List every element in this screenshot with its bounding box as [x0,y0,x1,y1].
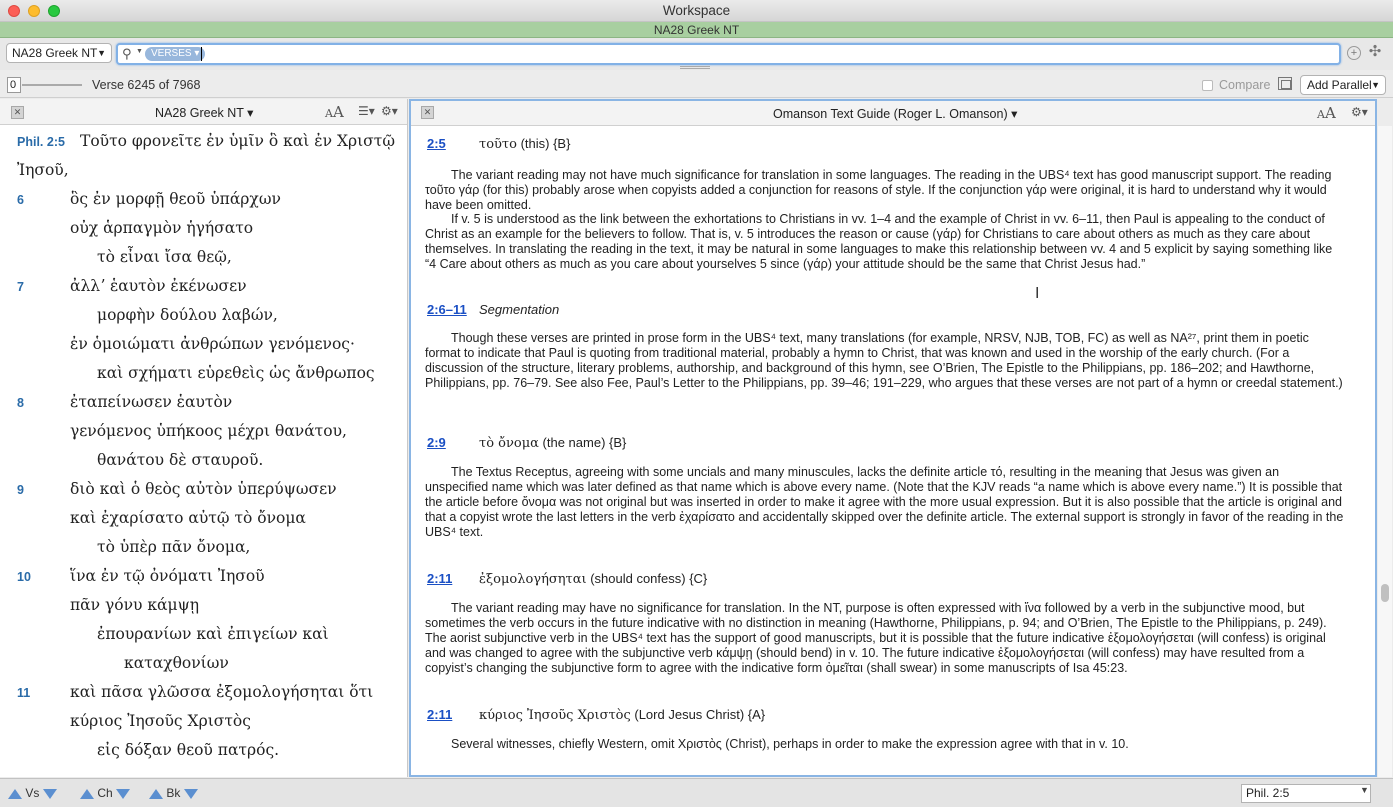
entry-paragraph: The variant reading may have no significance for translation. In the NT, purpose is often expressed with ἵνα followed by a verb in the subjunctive mood, but sometimes the verb occurs in the future indicative with no distinction in meaning (Hawthorne, Philippians, p. 94; and O’Brien, The Epistle to the Philippians, p. 249). The aorist subjunctive verb in the UBS⁴ text has the support of good manuscripts, but it is possible that the future indicative ἐξομολογήσεται (will confess) is original and was changed to agree with the subjunctive verb κάμψῃ (should bend) in v. 10. The future indicative ἐξομολογήσεται (will confess) may have resulted from a copyist’s changing the subjunctive form to agree with the indicative form ὀμεῖται (shall swear) in some manuscripts of Isa 45:23. [425,601,1327,675]
close-panel-icon[interactable]: ✕ [11,106,24,119]
greek-line: μορφὴν δούλου λαβών, [97,306,278,324]
book-nav-label: Bk [166,786,181,800]
greek-line: οὐχ ἁρπαγμὸν ἡγήσατο [70,219,254,237]
right-panel-header [411,101,1375,126]
resource-select-label: NA28 Greek NT [12,46,98,60]
entry-reference-link[interactable]: 2:6–11 [427,302,467,317]
entry-paragraph: Several witnesses, chiefly Western, omit Χριστὸς (Christ), perhaps in order to make the expression agree with that in v. 10. [451,737,1129,751]
left-panel-title[interactable]: NA28 Greek NT ▾ [155,106,254,120]
previous-book-icon[interactable] [149,789,163,799]
text-guide-panel [409,99,1377,777]
greek-line: γενόμενος ὑπήκοος μέχρι θανάτου, [70,422,347,440]
verse-number[interactable]: 9 [17,483,24,497]
text-size-icon[interactable]: AA [1317,104,1336,122]
verse-count-label: Verse 6245 of 7968 [92,78,201,92]
verse-status-row [0,72,1393,98]
entry-reference-link[interactable]: 2:11 [427,571,453,586]
greek-line: καταχθονίων [124,654,229,672]
search-scope-label: VERSES [151,48,192,59]
greek-line: ὃς ἐν μορφῇ θεοῦ ὑπάρχων [70,190,281,208]
resource-select[interactable] [6,43,112,63]
compare-checkbox[interactable] [1202,80,1213,91]
splitter-grip[interactable] [680,66,710,69]
text-cursor [201,47,202,61]
vertical-scrollbar[interactable] [1378,126,1392,777]
search-scope-pill[interactable]: VERSES ▾ [145,47,205,61]
chevron-down-icon: ▼ [97,48,106,58]
puzzle-icon[interactable]: ✣ [1368,43,1382,60]
verse-nav [8,786,57,800]
greek-line: ἐπουρανίων καὶ ἐπιγείων καὶ [97,625,329,643]
left-panel-title-label: NA28 Greek NT [155,106,244,120]
scrollbar-thumb[interactable] [1381,584,1389,602]
entry-heading: τοῦτο (this) {B} [479,136,571,152]
verse-number[interactable]: 8 [17,396,24,410]
search-input[interactable] [116,43,1341,65]
text-cursor-icon: I [1035,285,1040,302]
greek-line: διὸ καὶ ὁ θεὸς αὐτὸν ὑπερύψωσεν [70,480,337,498]
greek-line: ἐταπείνωσεν ἑαυτὸν [70,393,233,411]
greek-line: θανάτου δὲ σταυροῦ. [97,451,264,469]
entry-heading: κύριος Ἰησοῦς Χριστὸς (Lord Jesus Christ) {A} [479,707,766,723]
close-panel-icon[interactable]: ✕ [421,106,434,119]
entry-reference-link[interactable]: 2:5 [427,136,446,151]
add-search-icon[interactable]: + [1347,46,1361,60]
greek-line: καὶ ἐχαρίσατο αὐτῷ τὸ ὄνομα [70,509,306,527]
right-panel-title[interactable]: Omanson Text Guide (Roger L. Omanson) ▾ [773,107,1018,121]
text-size-icon[interactable]: AA [325,103,344,121]
verse-number-field[interactable]: 0 [7,77,21,93]
verse-nav-label: Vs [25,786,40,800]
verse-slider[interactable] [22,84,82,86]
search-options-chevron-icon[interactable]: ▼ [136,48,143,55]
greek-line: κύριος Ἰησοῦς Χριστὸς [70,712,251,730]
verse-number[interactable]: 10 [17,570,31,584]
greek-text-panel [0,99,408,777]
greek-line: Ἰησοῦ, [17,161,69,179]
text-guide-body[interactable] [425,131,1365,771]
right-panel-title-label: Omanson Text Guide (Roger L. Omanson) [773,107,1008,121]
entry-paragraph: Though these verses are printed in prose form in the UBS⁴ text, many translations (for example, NRSV, NJB, TOB, FC) as well as NA²⁷, print them in poetic format to indicate that Paul is quoting from traditional material, probably a hymn to Christ, that was known and used in the worship of the early church. (For a discussion of the structure, literary problems, authorship, and background of this hymn, see O’Brien, The Epistle to the Philippians, pp. 186–202; and Hawthorne, Philippians, pp. 76–79. See also Fee, Paul’s Letter to the Philippians, pp. 39–46; 191–229, who argues that these verses are not part of a hymn or creedal statement.) [425,331,1343,390]
verse-reference[interactable]: Phil. 2:5 [17,135,65,149]
chapter-nav [80,786,130,800]
entry-heading: ἐξομολογήσηται (should confess) {C} [479,571,708,587]
entry-reference-link[interactable]: 2:11 [427,707,453,722]
greek-line: Τοῦτο φρονεῖτε ἐν ὑμῖν ὃ καὶ ἐν Χριστῷ [80,132,395,150]
window-titlebar [0,0,1393,22]
chevron-down-icon[interactable]: ▼ [1360,785,1369,795]
verse-number[interactable]: 11 [17,686,31,700]
greek-line: ἐν ὁμοιώματι ἀνθρώπων γενόμενος· [70,335,355,353]
add-parallel-button[interactable] [1300,75,1386,95]
next-verse-icon[interactable] [43,789,57,799]
greek-line: καὶ σχήματι εὑρεθεὶς ὡς ἄνθρωπος [97,364,375,382]
verse-number[interactable]: 7 [17,280,24,294]
entry-heading: τὸ ὄνομα (the name) {B} [479,435,627,451]
workspace-subtitle: NA28 Greek NT [0,22,1393,38]
reference-field[interactable]: Phil. 2:5 [1241,784,1371,803]
left-panel-header [0,99,407,125]
entry-heading: Segmentation [479,302,560,317]
entry-paragraph: If v. 5 is understood as the link between the exhortations to Christians in vv. 1–4 and the example of Christ in vv. 6–11, then Paul is appealing to the conduct of Christ as an example for the believers to follow. That is, v. 5 introduces the reason or cause (γάρ) for Christians to care about others as much as they care about themselves. In translating the reading in the text, it may be natural in some languages to make this relationship between vv. 4 and 5 explicit by saying something like “4 Care about others as much as you care about yourselves 5 since (γάρ) your attitude should be the same that Christ Jesus had.” [425,212,1333,271]
add-parallel-label: Add Parallel [1307,78,1372,92]
greek-line: ἀλλʼ ἑαυτὸν ἐκένωσεν [70,277,247,295]
greek-text-body[interactable] [0,127,405,777]
search-icon[interactable]: ⚲ [122,46,132,61]
compare-label: Compare [1219,78,1271,92]
greek-line: πᾶν γόνυ κάμψῃ [70,596,200,614]
greek-line: καὶ πᾶσα γλῶσσα ἐξομολογήσηται ὅτι [70,683,374,701]
greek-line: τὸ ὑπὲρ πᾶν ὄνομα, [97,538,251,556]
entry-paragraph: The Textus Receptus, agreeing with some uncials and many minuscules, lacks the definite article τό, resulting in the meaning that Jesus was given an unspecified name which was later defined as that name which is above every name. (Note that the KJV reads “a name which is above every name.”) It is possible that the article before ὄνομα was not original but was inserted in order to make it agree with the more usual expression. But it is also possible that the article is original and that a copyist wrote the last letters in the verb ἐχαρίσατο and accidentally skipped over the definite article. The external support is strongly in favor of the reading in the UBS⁴ text. [425,465,1344,539]
verse-number[interactable]: 6 [17,193,24,207]
previous-chapter-icon[interactable] [80,789,94,799]
greek-line: τὸ εἶναι ἴσα θεῷ, [97,248,232,266]
window-title: Workspace [662,3,731,18]
minimize-window-button[interactable] [28,5,40,17]
book-nav [149,786,198,800]
maximize-window-button[interactable] [48,5,60,17]
window-layout-icon[interactable] [1278,77,1292,90]
greek-line: εἰς δόξαν θεοῦ πατρός. [97,741,280,759]
navigation-bar [0,778,1393,807]
close-window-button[interactable] [8,5,20,17]
chapter-nav-label: Ch [97,786,113,800]
chevron-down-icon: ▼ [1371,80,1380,90]
list-options-icon[interactable]: ☰▾ [358,104,375,118]
previous-verse-icon[interactable] [8,789,22,799]
next-book-icon[interactable] [184,789,198,799]
gear-icon[interactable]: ⚙▾ [381,104,398,118]
entry-reference-link[interactable]: 2:9 [427,435,446,450]
next-chapter-icon[interactable] [116,789,130,799]
entry-paragraph: The variant reading may not have much significance for translation in some languages. The reading in the UBS⁴ text has good manuscript support. The reading τοῦτο γάρ (for this) probably arose when copyists added a conjunction for reasons of style. If the conjunction γάρ were original, it is hard to understand why it would have been omitted. [425,168,1332,212]
gear-icon[interactable]: ⚙▾ [1351,105,1368,119]
greek-line: ἵνα ἐν τῷ ὀνόματι Ἰησοῦ [70,567,265,585]
